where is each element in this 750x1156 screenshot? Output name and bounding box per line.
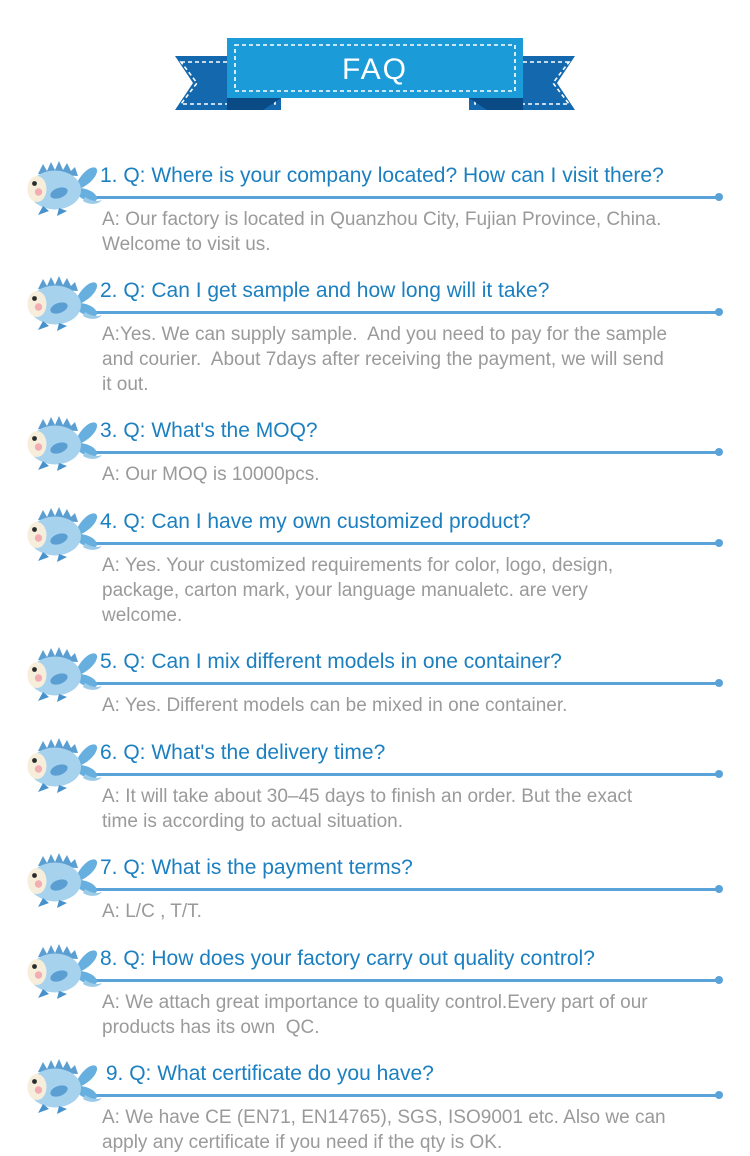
faq-question-row	[24, 941, 722, 982]
faq-question-row	[24, 158, 722, 199]
faq-ribbon-banner	[165, 12, 585, 116]
question-underline	[96, 649, 722, 685]
faq-question-row	[24, 413, 722, 454]
question-text: 8. Q: How does your factory carry out quality control?	[100, 946, 595, 970]
faq-question-row	[24, 504, 722, 545]
question-underline	[96, 1061, 722, 1097]
question-text: 9. Q: What certificate do you have?	[100, 1062, 434, 1086]
fish-icon	[24, 1056, 102, 1114]
question-underline	[96, 509, 722, 545]
question-underline	[96, 740, 722, 776]
faq-question-row	[24, 644, 722, 685]
answer-text: A:Yes. We can supply sample. And you need to pay for the sample and courier. About 7days after receiving the payment, we will send it out.	[102, 324, 673, 395]
line-end-dot	[715, 308, 723, 316]
faq-question-row	[24, 273, 722, 314]
fish-icon	[24, 850, 102, 908]
question-text: 7. Q: What is the payment terms?	[100, 856, 413, 879]
answer-text: A: L/C , T/T.	[102, 901, 202, 923]
faq-item-6	[24, 735, 722, 834]
question-text: 5. Q: Can I mix different models in one container?	[100, 649, 562, 673]
answer-text: A: Our factory is located in Quanzhou City, Fujian Province, China. Welcome to visit us.	[102, 209, 667, 255]
faq-question-row	[24, 1056, 722, 1097]
question-underline	[96, 278, 722, 314]
fish-icon	[24, 644, 102, 702]
faq-item-3	[24, 413, 722, 488]
faq-item-2	[24, 273, 722, 397]
ribbon-graphic	[165, 12, 585, 116]
question-text: 6. Q: What's the delivery time?	[100, 740, 386, 764]
answer-text: A: Yes. Your customized requirements for color, logo, design, package, carton mark, your language manualetc. are very welcome.	[102, 555, 619, 626]
question-underline	[96, 163, 722, 199]
answer-text: A: Our MOQ is 10000pcs.	[102, 464, 320, 486]
line-end-dot	[715, 679, 723, 687]
question-text: 2. Q: Can I get sample and how long will it take?	[100, 279, 550, 303]
answer-text: A: We attach great importance to quality control.Every part of our products has its own QC.	[102, 991, 653, 1038]
question-text: 3. Q: What's the MOQ?	[100, 419, 318, 443]
question-underline	[96, 946, 722, 982]
faq-item-4	[24, 504, 722, 628]
fish-icon	[24, 273, 102, 331]
fish-icon	[24, 941, 102, 999]
faq-list	[0, 116, 750, 1156]
question-underline	[96, 418, 722, 454]
fish-icon	[24, 413, 102, 471]
faq-item-7	[24, 850, 722, 925]
faq-question-row	[24, 735, 722, 776]
line-end-dot	[715, 448, 723, 456]
answer-text: A: Yes. Different models can be mixed in one container.	[102, 695, 568, 717]
fish-icon	[24, 735, 102, 793]
faq-item-1	[24, 158, 722, 257]
line-end-dot	[715, 1091, 723, 1099]
answer-text: A: We have CE (EN71, EN14765), SGS, ISO9001 etc. Also we can apply any certificate if you need if the qty is OK.	[102, 1107, 671, 1153]
line-end-dot	[715, 770, 723, 778]
faq-item-8	[24, 941, 722, 1040]
question-text: 4. Q: Can I have my own customized product?	[100, 509, 531, 533]
question-text: 1. Q: Where is your company located? How can I visit there?	[100, 163, 664, 187]
line-end-dot	[715, 193, 723, 201]
fish-icon	[24, 158, 102, 216]
faq-page	[0, 12, 750, 1152]
fish-icon	[24, 504, 102, 562]
answer-text: A: It will take about 30–45 days to finish an order. But the exact time is according to actual situation.	[102, 785, 638, 832]
line-end-dot	[715, 539, 723, 547]
faq-question-row	[24, 850, 722, 891]
line-end-dot	[715, 885, 723, 893]
banner-title: FAQ	[341, 53, 409, 86]
line-end-dot	[715, 976, 723, 984]
faq-item-9	[24, 1056, 722, 1155]
faq-item-5	[24, 644, 722, 719]
question-underline	[96, 855, 722, 891]
